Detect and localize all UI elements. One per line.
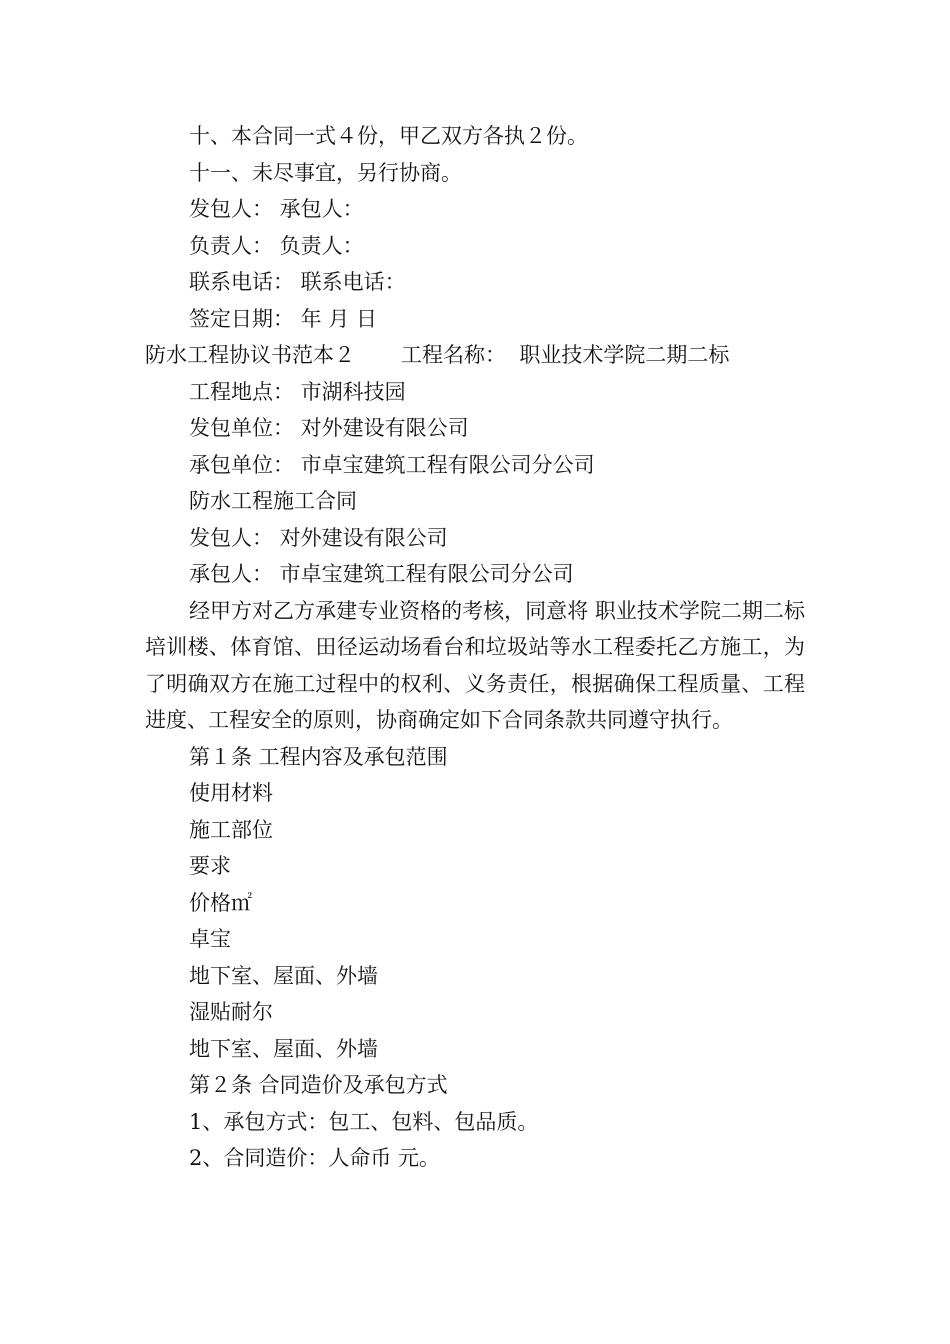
phone-line: 联系电话： 联系电话： <box>189 270 406 294</box>
contractor-unit-line: 承包单位： 市卓宝建筑工程有限公司分公司 <box>189 452 595 477</box>
intro-paragraph: 经甲方对乙方承建专业资格的考核，同意将 职业技术学院二期二标培训楼、体育馆、田径运动场看台和垃圾站等水工程委托乙方施工，为了明确双方在施工过程中的权利、义务责任，根据确保工程质量、工程进度、工程安全的原则，协商确定如下合同条款共同遵守执行。 <box>145 598 805 732</box>
table-cell-location: 施工部位 <box>189 817 273 842</box>
contract-price-line: 2、合同造价：人命币 元。 <box>189 1146 441 1170</box>
employer-unit-line: 发包单位： 对外建设有限公司 <box>189 416 469 440</box>
document-page <box>145 118 810 1177</box>
project-name-value: 职业技术学院二期二标 <box>519 343 730 367</box>
contract-mode-line: 1、承包方式：包工、包料、包品质。 <box>189 1109 539 1134</box>
table-cell-brand-2: 湿贴耐尔 <box>189 1000 273 1024</box>
contractor-line: 承包人： 市卓宝建筑工程有限公司分公司 <box>189 562 574 586</box>
table-cell-material: 使用材料 <box>189 781 273 805</box>
table-cell-brand-1: 卓宝 <box>189 927 231 951</box>
contract-subtitle: 防水工程施工合同 <box>189 489 357 513</box>
project-name-label: 工程名称： <box>401 343 506 367</box>
table-cell-price: 价格㎡ <box>189 890 252 915</box>
sample-heading-line <box>145 337 810 374</box>
clause-10: 十、本合同一式４份，甲乙双方各执２份。 <box>189 124 588 148</box>
signer-party-line: 发包人： 承包人： <box>189 197 364 221</box>
document-title: 防水工程协议书范本２ <box>145 343 355 367</box>
table-cell-parts-1: 地下室、屋面、外墙 <box>189 963 378 988</box>
clause-11: 十一、未尽事宜，另行协商。 <box>189 160 462 185</box>
article-2-heading: 第２条 合同造价及承包方式 <box>189 1073 448 1097</box>
employer-line: 发包人： 对外建设有限公司 <box>189 525 448 550</box>
responsible-person-line: 负责人： 负责人： <box>189 233 364 258</box>
project-location-line: 工程地点： 市湖科技园 <box>189 379 406 404</box>
table-cell-parts-2: 地下室、屋面、外墙 <box>189 1036 378 1061</box>
article-1-heading: 第１条 工程内容及承包范围 <box>189 744 448 769</box>
table-cell-requirement: 要求 <box>189 854 231 878</box>
sign-date-line: 签定日期： 年 月 日 <box>189 306 378 331</box>
